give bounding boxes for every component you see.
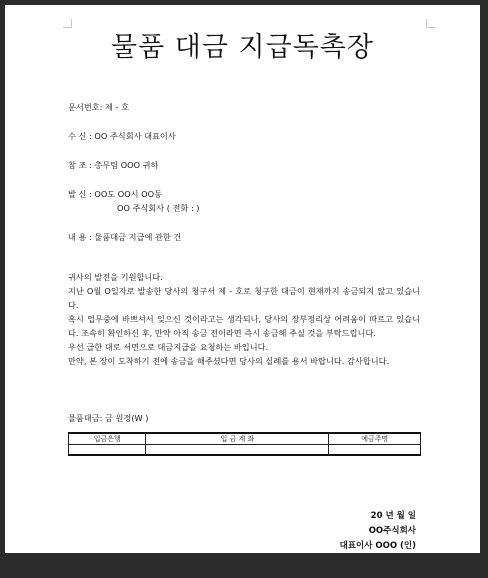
column-header: 입금은행 bbox=[69, 433, 146, 445]
reference: 참 조 : 총무팀 OOO 귀하 bbox=[68, 160, 159, 170]
column-header: 예금주명 bbox=[329, 433, 421, 445]
document-page bbox=[5, 5, 480, 553]
body-paragraph: 우선 급한 대로 서면으로 대금지급을 요청하는 바입니다. bbox=[68, 342, 269, 352]
table-cell bbox=[69, 445, 146, 456]
sender-company: OO 주식회사 ( 전화 : ) bbox=[117, 203, 200, 213]
body-paragraph: 귀사의 발전을 기원합니다. bbox=[68, 272, 163, 282]
signature-date: 20 년 월 일 bbox=[370, 511, 416, 521]
column-header: 입 금 계 좌 bbox=[146, 433, 329, 445]
table-header-row bbox=[69, 433, 421, 445]
deposit-table bbox=[68, 432, 421, 456]
signature-company: OO주식회사 bbox=[368, 526, 416, 536]
body-paragraph: 혹시 업무중에 바쁘셔서 잊으신 것이라고는 생각되나, 당사의 장부정리상 어려움이 따르고 있습니다. 조속히 확인하신 후, 만약 아직 송금 전이라면 즉시 송금해 주실 것을 부탁드립니다. bbox=[68, 314, 420, 338]
recipient: 수 신 : OO 주식회사 대표이사 bbox=[68, 131, 176, 141]
amount-line: 물품대금: 금 원정(W ) bbox=[68, 413, 149, 423]
body-paragraph: 만약, 본 장이 도착하기 전에 송금을 해주셨다면 당사의 실례를 용서 바랍니다. 감사합니다. bbox=[68, 356, 390, 366]
subject: 내 용 : 물품대금 지급에 관한 건 bbox=[68, 232, 182, 242]
table-cell bbox=[146, 445, 329, 456]
doc-number: 문서번호: 제 - 호 bbox=[68, 102, 129, 112]
sender-address: 발 신 : OO도 OO시 OO동 bbox=[68, 189, 162, 199]
letter-body bbox=[68, 270, 420, 368]
table-row bbox=[69, 445, 421, 456]
signature-ceo: 대표이사 OOO (인) bbox=[339, 541, 416, 551]
document-title: 물품 대금 지급독촉장 bbox=[111, 32, 374, 63]
body-paragraph: 지난 O월 O일자로 발송한 당사의 청구서 제 - 호로 청구한 대금이 현재까지 송금되지 않고 있습니다. bbox=[68, 286, 420, 310]
table-cell bbox=[329, 445, 421, 456]
